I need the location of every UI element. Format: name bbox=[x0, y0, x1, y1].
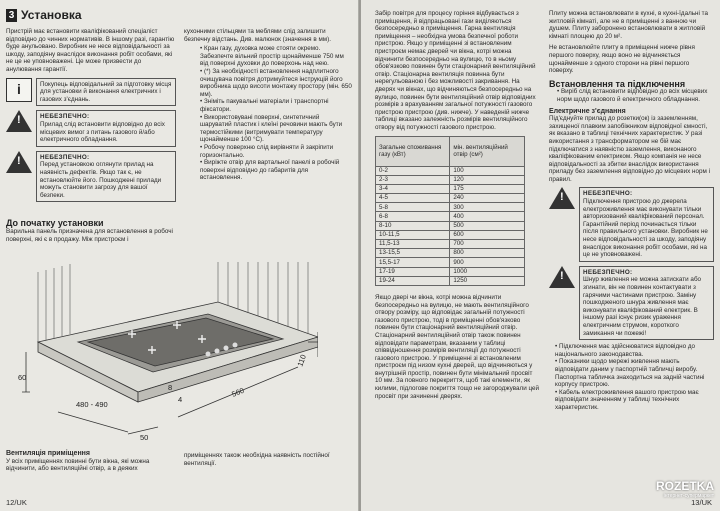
bullet-item: • Зніміть пакувальні матеріали і транспортні фіксатори. bbox=[200, 98, 352, 113]
danger-note-2 bbox=[6, 151, 176, 203]
ventilation-paragraph: Забір повітря для процесу горіння відбувається з приміщення, й відпрацьовані гази виділяються безпосередньо в приміщення. Гарна вентиляція приміщення – необхідна умова безпечної роботи пристрою. Якщо у приміщенні зі встановленим пристроєм немає дверей чи вікна, котрі можна відчинити безпосередньо на вулицю, то в ньому обов'язково повинен бути стаціонарний вентиляційний отвір. Стаціонарна вентиляція повинна бути нерегульованою і без можливості закривання. На дверях чи вікнах, що відчиняються безпосередньо на вулицю, повинен бути вентиляційний отвір відповідних розмірів з врахуванням загальної потужності газового пристрою пристрою (див. нижче). У наведеній нижче таблиці вказано залежність розмірів вентиляційного отвору від потужності газового пристрою. bbox=[375, 10, 536, 131]
installation-diagram bbox=[18, 262, 318, 442]
dim-label-8: 8 bbox=[168, 383, 173, 392]
section-title: Установка bbox=[21, 8, 82, 22]
table-header: Загальне споживання газу (кВт) bbox=[376, 136, 450, 166]
vent-opening-cell: 240 bbox=[450, 194, 525, 203]
gas-consumption-cell: 13-15,5 bbox=[376, 249, 450, 258]
left-page bbox=[0, 0, 359, 511]
danger-text: Підключення пристрою до джерела електроживлення має виконувати тільки авторизований кваліфікований персонал. Гарантійний період починається тільки після правильного установки. Виробник не несе відповідальності за шкоду, заподіяну внаслідок виконання робіт особами, які на це не уповноважені. bbox=[583, 198, 708, 259]
rozetka-watermark bbox=[656, 479, 714, 499]
gas-consumption-cell: 15,5-17 bbox=[376, 258, 450, 267]
warning-icon bbox=[6, 151, 32, 173]
table-row bbox=[376, 221, 525, 230]
danger-label: НЕБЕЗПЕЧНО: bbox=[40, 113, 90, 121]
ventilation-paragraph-2: Якщо двері чи вікна, котрі можна відчинити безпосередньо на вулицю, не мають вентиляційного отвору розміру, що відповідає загальній потужності газового пристрою, тоді в приміщенні обов'язково повинен бути стаціонарний вентиляційний отвір. Стаціонарний вентиляційний отвір також повинен відповідати параметрам, вказаним у таблиці співвідношення розмірів вентиляції до потужності газового пристрою. У приміщенні зі встановленим пристроєм під низом кухні дверей, що відчиняються у внутрішній простір, повинен бути мінімальний просвіт 10 мм. За повного перекриття, щоб такі елементи, як килими, підлогове покриття тощо не загороджували цей просвіт при зачиненні дверях. bbox=[375, 293, 540, 400]
ventilation-table bbox=[375, 136, 525, 286]
gas-consumption-cell: 6-8 bbox=[376, 212, 450, 221]
table-row bbox=[376, 276, 525, 285]
dim-line-480 bbox=[58, 412, 128, 432]
gas-consumption-cell: 11,5-13 bbox=[376, 240, 450, 249]
table-header: мін. вентиляційний отвір (см²) bbox=[450, 136, 525, 166]
dim-label-4: 4 bbox=[178, 395, 183, 404]
vent-opening-cell: 100 bbox=[450, 166, 525, 175]
gas-consumption-cell: 19-24 bbox=[376, 276, 450, 285]
vent-opening-cell: 800 bbox=[450, 249, 525, 258]
knob bbox=[206, 352, 211, 357]
cellar-text: Не встановлюйте плиту в приміщенні нижче рівня першого поверху, якщо воно не відчиняється щонайменше з одного сторони на рівні першого поверху. bbox=[549, 44, 695, 75]
dim-label-60: 60 bbox=[18, 373, 27, 382]
table-row bbox=[376, 249, 525, 258]
vent-opening-cell: 1000 bbox=[450, 267, 525, 276]
dim-label-480: 480 - 490 bbox=[76, 400, 108, 409]
table-row bbox=[376, 184, 525, 193]
section-header bbox=[6, 8, 82, 22]
gas-consumption-cell: 8-10 bbox=[376, 221, 450, 230]
dim-label-560: 560 bbox=[230, 385, 246, 399]
gas-consumption-cell: 10-11,5 bbox=[376, 230, 450, 239]
knob bbox=[224, 346, 229, 351]
table-row bbox=[376, 240, 525, 249]
warning-icon bbox=[549, 266, 575, 288]
vent-opening-cell: 600 bbox=[450, 230, 525, 239]
left-column bbox=[6, 28, 176, 202]
right-column-1 bbox=[375, 10, 540, 400]
middle-column bbox=[184, 28, 352, 182]
mid-intro: кухонними стільцями та меблями слід залишити безпечну відстань. Див. малюнок (значення в мм). bbox=[184, 28, 331, 43]
vent-opening-cell: 120 bbox=[450, 175, 525, 184]
gas-consumption-cell: 5-8 bbox=[376, 203, 450, 212]
table-row bbox=[376, 194, 525, 203]
gas-consumption-cell: 4-5 bbox=[376, 194, 450, 203]
gas-consumption-cell: 2-3 bbox=[376, 175, 450, 184]
bullet-item: • Кран газу, духовка може стояти окремо. Забезпечте вільний простір щонайменше 750 мм від поверхні духовки до поверхонь над нею. bbox=[200, 45, 352, 68]
page-number-right: 13/UK bbox=[691, 498, 712, 507]
table-row bbox=[376, 258, 525, 267]
install-bullet: • Виріб слід встановити відповідно до всіх місцевих норм щодо газового й електричного обладнання. bbox=[549, 88, 714, 103]
table-row bbox=[376, 230, 525, 239]
electrical-bullet: • Показники щодо мережі живлення мають відповідати даним у паспортній табличці виробу. Паспортна табличка знаходиться на задній частині корпусу пристрою. bbox=[555, 358, 714, 388]
dim-label-110: 110 bbox=[295, 353, 308, 368]
dim-line-60 bbox=[22, 352, 30, 392]
table-row bbox=[376, 166, 525, 175]
before-install-text: Варильна панель призначена для встановлення в робочі поверхні, які є в продажу. Між пристроєм і bbox=[6, 228, 173, 243]
before-install bbox=[6, 218, 351, 243]
electrical-text: Під'єднуйте прилад до розетки(ок) із заземленням, захищеної плавким запобіжником відповідної ємності, як вказано в таблиці технічних характеристик. У разі використання з трансформатором не бій має підключатися з наявністю заземлення, виконаного кваліфікованим електриком. Якщо компанія не несе відповідальності за збитки внаслідок використання приладу без заземлення відповідно до місцевих норм і правил. bbox=[549, 115, 711, 183]
warning-icon bbox=[549, 187, 575, 209]
page-number-left: 12/UK bbox=[6, 498, 27, 507]
info-note-text: Покупець відповідальний за підготовку місця для установки й виконання електричних і газових з'єднань. bbox=[36, 78, 176, 107]
bullet-item: • (*) За необхідності встановлення надплитного очищувача повітря дотримуйтеся інструкцій його виробника щодо висоти монтажу простору (мін. 650 мм). bbox=[200, 68, 352, 98]
table-row bbox=[376, 175, 525, 184]
info-icon: i bbox=[6, 78, 32, 102]
install-title: Встановлення та підключення bbox=[549, 78, 686, 89]
danger-text: Шнур живлення не можна затискати або згинати, він не повинен контактувати з гарячими частинами пристрою. Заміну пошкодженого шнура живлення має виконувати кваліфікований електрик. В іншому разі існує ризик ураження електричним струмом, короткого замикання чи пожежі! bbox=[583, 276, 702, 337]
vent-opening-cell: 700 bbox=[450, 240, 525, 249]
warning-icon bbox=[6, 110, 32, 132]
gas-consumption-cell: 3-4 bbox=[376, 184, 450, 193]
ventilation-text-2: приміщеннях також необхідна наявність постійної вентиляції. bbox=[184, 452, 330, 467]
knob bbox=[233, 343, 238, 348]
intro-text: Пристрій має встановити кваліфікований спеціаліст відповідно до чинних нормативів. В іншому разі, гарантію буде анульовано. Виробник не несе відповідальності за шкоду, заподіяну внаслідок виконання робіт особами, які не це не уповноважені. Це може призвести до анулювання гарантії. bbox=[6, 28, 175, 73]
gas-consumption-cell: 0-2 bbox=[376, 166, 450, 175]
ventilation-section bbox=[6, 450, 176, 473]
electrical-title: Електричне з'єднання bbox=[549, 107, 626, 115]
vent-opening-cell: 400 bbox=[450, 212, 525, 221]
ventilation-title: Вентиляція приміщення bbox=[6, 450, 90, 457]
danger-label: НЕБЕЗПЕЧНО: bbox=[583, 268, 633, 276]
ventilation-text: У всіх приміщеннях повинні бути вікна, які можна відчинити, або вентиляційні отвір, а в деяких bbox=[6, 457, 150, 473]
danger-label: НЕБЕЗПЕЧНО: bbox=[40, 153, 90, 161]
danger-text: Прилад слід встановити відповідно до всіх місцевих вимог з питань газового й/або електричного обладнання. bbox=[40, 120, 165, 144]
bullet-item: • Робочу поверхню слід вирівняти й закріпити горизонтально. bbox=[200, 144, 352, 159]
danger-label: НЕБЕЗПЕЧНО: bbox=[583, 190, 633, 198]
electrical-bullet: • Підключення має здійснюватися відповідно до національного законодавства. bbox=[555, 343, 714, 358]
danger-note-4 bbox=[549, 266, 714, 340]
before-install-title: До початку установки bbox=[6, 218, 104, 228]
knob bbox=[215, 349, 220, 354]
vent-opening-cell: 300 bbox=[450, 203, 525, 212]
watermark-sub: інтернет-супермаркет bbox=[663, 493, 714, 499]
gas-consumption-cell: 17-19 bbox=[376, 267, 450, 276]
electrical-bullet: • Кабель електроживлення вашого пристрою має відповідати значенням у таблиці технічних характеристик. bbox=[555, 389, 714, 412]
room-text: Плиту можна встановлювати в кухні, в кухні-їдальні та житловій кімнаті, але не в приміщенні з ванною чи душем. Плиту заборонено встановлювати в житловій кімнаті площею до 20 м². bbox=[549, 10, 708, 40]
vent-opening-cell: 900 bbox=[450, 258, 525, 267]
right-column-2 bbox=[549, 10, 714, 412]
danger-note-3 bbox=[549, 187, 714, 261]
section-number: 3 bbox=[6, 9, 17, 22]
info-note bbox=[6, 78, 176, 107]
vent-opening-cell: 500 bbox=[450, 221, 525, 230]
vent-opening-cell: 175 bbox=[450, 184, 525, 193]
bullet-item: • Виріжте отвір для вартальної панелі в робочій поверхні відповідно до габаритів для встановлення. bbox=[200, 159, 352, 182]
danger-note-1 bbox=[6, 110, 176, 146]
danger-text: Перед установкою оглянути прилад на наявність дефектів. Якщо так є, не встановлюйте його. Пошкоджені прилади можуть становити загрозу для вашої безпеки. bbox=[40, 161, 162, 199]
table-row bbox=[376, 267, 525, 276]
right-page bbox=[361, 0, 720, 511]
table-row bbox=[376, 203, 525, 212]
bullet-item: • Використовувані поверхні, синтетичний шаруватий пластик і клеїні речовини мають бути термостійкими (витримувати температуру щонайменше 100 °C). bbox=[200, 114, 352, 144]
vent-opening-cell: 1250 bbox=[450, 276, 525, 285]
dim-label-50: 50 bbox=[140, 433, 149, 442]
watermark-brand: ROZETKA bbox=[656, 479, 714, 493]
table-row bbox=[376, 212, 525, 221]
